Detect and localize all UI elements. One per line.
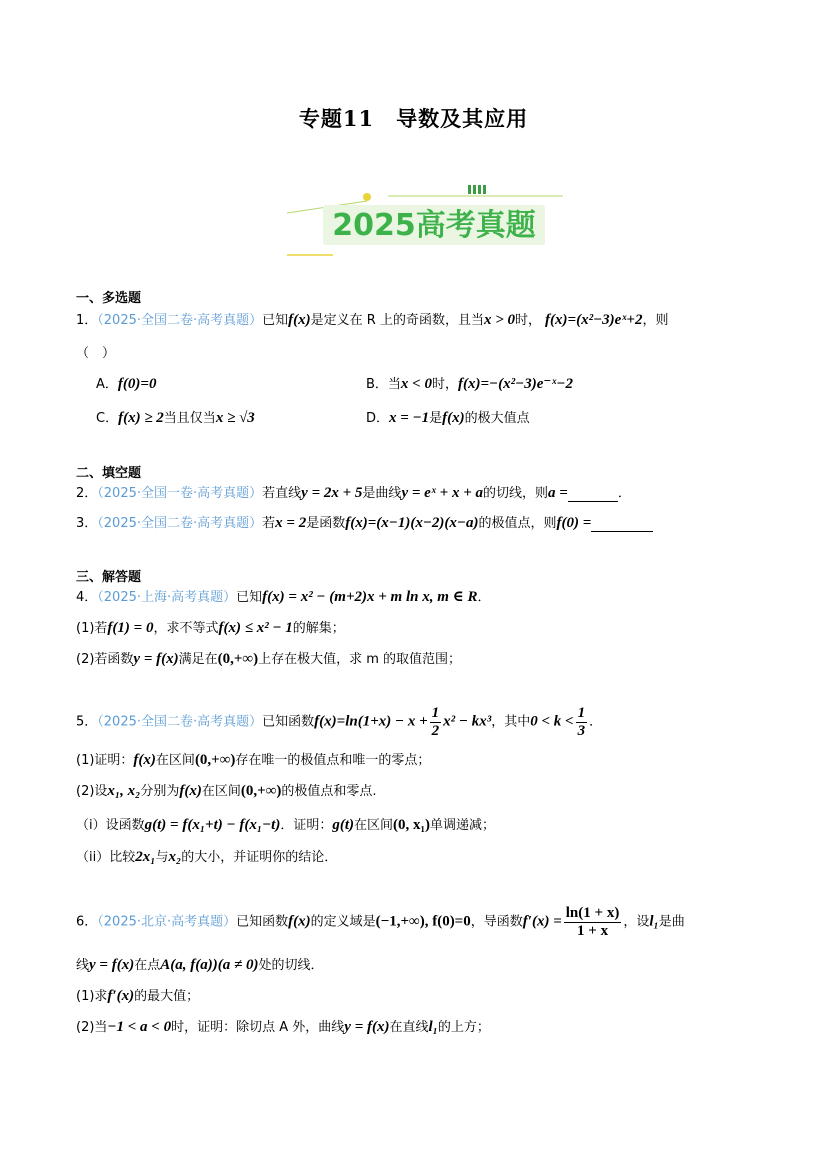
question-2 [76, 482, 631, 502]
q2-answer-blank [568, 486, 618, 502]
q1-text-3: 时， [515, 313, 542, 328]
question-1-stem [76, 309, 668, 329]
option-b-math-2: f(x)=−(x²−3)e⁻ˣ−2 [458, 376, 573, 392]
q6-math-3: f′(x) = [522, 913, 562, 930]
section-heading-fill-in: 二、填空题 [76, 466, 142, 481]
banner-text: 2025高考真题 [332, 208, 536, 243]
q6-math-2: (−1,+∞), f(0)=0 [375, 913, 471, 930]
q5-p2-text-3: 在区间 [201, 784, 241, 799]
q6-line-2 [76, 954, 323, 974]
q6-l2-text-1: 线 [76, 958, 90, 973]
q4-p2-text-3: 上存在极大值，求 m 的取值范围； [258, 652, 462, 667]
q5-ii-text-1: （ii）比较 [76, 850, 136, 865]
q5-i-text-3: 在区间 [354, 818, 394, 833]
q1-answer-paren: （ ） [76, 346, 116, 361]
q4-p2-text-1: (2)若函数 [76, 652, 134, 667]
q6-p2-text-3: 在直线 [389, 1020, 429, 1035]
q3-number: 3． [76, 516, 98, 531]
option-c-math-1: f(x) ≥ 2 [118, 410, 164, 426]
q4-number: 4． [76, 590, 98, 605]
q6-p2-text-2: 时，证明：除切点 A 外，曲线 [171, 1020, 345, 1035]
q4-p1-text-1: (1)若 [76, 621, 108, 636]
q6-text-1: 已知函数 [236, 914, 289, 930]
q5-ii-math-2: x₂ [168, 849, 182, 865]
q5-ii-math-1: 2x₁ [135, 849, 156, 865]
banner-graphic [283, 183, 573, 263]
q2-math-1: y = 2x + 5 [301, 485, 363, 501]
q5-text-2: ，其中 [491, 714, 531, 730]
q6-p2-math-2: y = f(x) [344, 1019, 390, 1035]
q4-p2-math-2: (0,+∞) [217, 651, 259, 667]
banner-bar-3 [478, 185, 481, 194]
page-title: 专题11 导数及其应用 [298, 106, 529, 131]
q1-text-4: ，则 [642, 313, 669, 328]
q5-math-3: 0 < k < [530, 713, 574, 730]
q2-math-2: y = eˣ + x + a [401, 485, 483, 501]
q4-text-1: 已知 [236, 590, 263, 605]
q5-p2-math-1: x₁, x₂ [107, 783, 141, 799]
q3-source: （2025·全国二卷·高考真题） [97, 516, 263, 531]
question-5-stem [76, 705, 602, 739]
option-d-math-1: x = −1 [389, 410, 430, 426]
section-heading-multiple-choice: 一、多选题 [76, 291, 142, 306]
q2-text-3: 的切线，则 [483, 486, 549, 501]
q6-text-2: 的定义域是 [310, 914, 376, 930]
option-b-math-1: x < 0 [400, 376, 432, 392]
q5-p2-text-1: (2)设 [76, 784, 108, 799]
q4-part-1 [76, 617, 345, 637]
q4-p1-text-3: 的解集； [292, 621, 345, 636]
q6-p2-text-1: (2)当 [76, 1020, 108, 1035]
banner-dot [363, 193, 371, 201]
banner-bar-1 [468, 185, 471, 194]
q6-p1-text-2: 的最大值； [134, 989, 200, 1004]
q6-p1-text-1: (1)求 [76, 989, 108, 1004]
q4-p2-text-2: 满足在 [178, 652, 218, 667]
q5-ii-text-3: 的大小，并证明你的结论． [181, 850, 338, 865]
option-d-label: D． [366, 411, 390, 426]
q3-answer-blank [591, 516, 653, 532]
q4-p1-math-2: f(x) ≤ x² − 1 [218, 620, 293, 636]
q5-number: 5． [76, 714, 98, 730]
q5-p2-text-4: 的极值点和零点. [281, 784, 377, 799]
fraction-numerator: 1 [431, 705, 440, 721]
q6-l2-math-1: y = f(x) [89, 957, 135, 973]
fraction-denominator: 2 [431, 722, 440, 739]
fraction-numerator: ln(1 + x) [565, 905, 620, 921]
q5-p1-math-2: (0,+∞) [194, 752, 236, 768]
q3-text-3: 的极值点，则 [478, 516, 557, 531]
q5-text-1: 已知函数 [262, 714, 315, 730]
q5-i-text-2: ．证明： [280, 818, 333, 833]
q1-option-d [366, 407, 530, 427]
q6-math-4: l₁ [649, 913, 659, 930]
option-b-label: B．当 [366, 377, 401, 392]
fraction-numerator: 1 [577, 705, 586, 721]
q1-text-1: 已知 [262, 313, 289, 328]
q6-text-4: ，设 [623, 914, 650, 930]
q3-text-2: 是函数 [306, 516, 346, 531]
q4-part-2 [76, 648, 461, 668]
q6-fraction [564, 905, 622, 939]
q6-l2-text-2: 在点 [134, 958, 161, 973]
q5-fraction-third [576, 705, 588, 739]
q1-option-c [96, 407, 255, 427]
q1-text-2: 是定义在 R 上的奇函数，且当 [310, 313, 484, 328]
q6-source: （2025·北京·高考真题） [97, 914, 237, 930]
q3-math-2: f(x)=(x−1)(x−2)(x−a) [345, 515, 479, 531]
q5-p1-math-1: f(x) [133, 752, 156, 768]
option-c-text: 当且仅当 [163, 411, 216, 426]
question-6-stem [76, 905, 685, 939]
option-d-text-1: 是 [429, 411, 443, 426]
q5-part-2-i [76, 814, 495, 834]
q1-source: （2025·全国二卷·高考真题） [97, 313, 263, 328]
q6-p1-math-1: f′(x) [107, 988, 135, 1004]
q3-math-1: x = 2 [275, 515, 307, 531]
q5-i-text-1: （i）设函数 [76, 818, 145, 833]
q6-p2-math-1: −1 < a < 0 [107, 1019, 172, 1035]
q2-text-1: 若直线 [262, 486, 302, 501]
q5-source: （2025·全国二卷·高考真题） [97, 714, 263, 730]
q5-p2-text-2: 分别为 [140, 784, 180, 799]
q4-p1-math-1: f(1) = 0 [107, 620, 154, 636]
q1-math-2: x > 0 [483, 312, 516, 328]
q6-part-1 [76, 985, 199, 1005]
option-c-label: C． [96, 411, 119, 426]
q3-math-3: f(0) = [556, 515, 592, 531]
question-3 [76, 512, 653, 532]
q5-i-math-3: (0, x₁) [393, 817, 431, 833]
option-c-math-2: x ≥ √3 [215, 410, 255, 426]
q4-p2-math-1: y = f(x) [133, 651, 179, 667]
q6-part-2 [76, 1016, 490, 1036]
fraction-denominator: 1 + x [577, 922, 609, 939]
option-b-text: 时， [431, 377, 458, 392]
q5-p1-text-1: (1)证明： [76, 753, 134, 768]
q2-math-3: a = [548, 485, 568, 501]
q5-i-text-4: 单调递减； [430, 818, 496, 833]
q3-text-1: 若 [262, 516, 276, 531]
q1-option-b [366, 373, 573, 393]
q5-math-1: f(x)=ln(1+x) − x + [314, 713, 428, 730]
q5-fraction-half [430, 705, 442, 739]
q5-p2-math-2: f(x) [179, 783, 202, 799]
q5-p1-text-3: 存在唯一的极值点和唯一的零点； [235, 753, 431, 768]
q5-i-math-2: g(t) [332, 817, 355, 833]
q6-text-3: ，导函数 [470, 914, 523, 930]
option-a-math: f(0)=0 [117, 376, 157, 392]
q2-source: （2025·全国一卷·高考真题） [97, 486, 263, 501]
q1-math-1: f(x) [288, 312, 311, 328]
q4-text-2: ． [477, 590, 491, 605]
q4-source: （2025·上海·高考真题） [97, 590, 237, 605]
q4-p1-text-2: ，求不等式 [153, 621, 219, 636]
question-4-stem [76, 586, 491, 606]
q5-math-2: x² − kx³ [443, 713, 492, 730]
q6-p2-text-4: 的上方； [437, 1020, 490, 1035]
q5-i-math-1: g(t) = f(x₁+t) − f(x₁−t) [144, 817, 281, 833]
banner-bar-4 [483, 185, 486, 194]
option-d-text-2: 的极大值点 [464, 411, 530, 426]
banner-bar-2 [473, 185, 476, 194]
q1-option-a [96, 373, 156, 393]
q1-math-3: f(x)=(x²−3)eˣ+2 [545, 312, 643, 328]
section-heading-solutions: 三、解答题 [76, 570, 142, 585]
q6-math-1: f(x) [288, 913, 311, 930]
q5-part-1 [76, 749, 430, 769]
q1-number: 1． [76, 313, 98, 328]
q5-text-3: ． [589, 714, 603, 730]
option-d-math-2: f(x) [442, 410, 465, 426]
q6-p2-math-3: l₁ [428, 1019, 438, 1035]
q6-l2-text-3: 处的切线． [258, 958, 324, 973]
q6-text-5: 是曲 [658, 914, 685, 930]
q2-text-4: ． [617, 486, 631, 501]
q6-l2-math-2: A(a, f(a))(a ≠ 0) [160, 957, 259, 973]
q4-math-1: f(x) = x² − (m+2)x + m ln x, m ∈ R [262, 589, 478, 605]
q5-ii-text-2: 与 [155, 850, 169, 865]
q2-number: 2． [76, 486, 98, 501]
q2-text-2: 是曲线 [362, 486, 402, 501]
option-a-label: A． [96, 377, 118, 392]
q5-p1-text-2: 在区间 [155, 753, 195, 768]
q5-p2-math-3: (0,+∞) [240, 783, 282, 799]
q5-part-2-ii [76, 846, 337, 866]
q6-number: 6． [76, 914, 98, 930]
fraction-denominator: 3 [577, 722, 586, 739]
q5-part-2 [76, 780, 377, 800]
